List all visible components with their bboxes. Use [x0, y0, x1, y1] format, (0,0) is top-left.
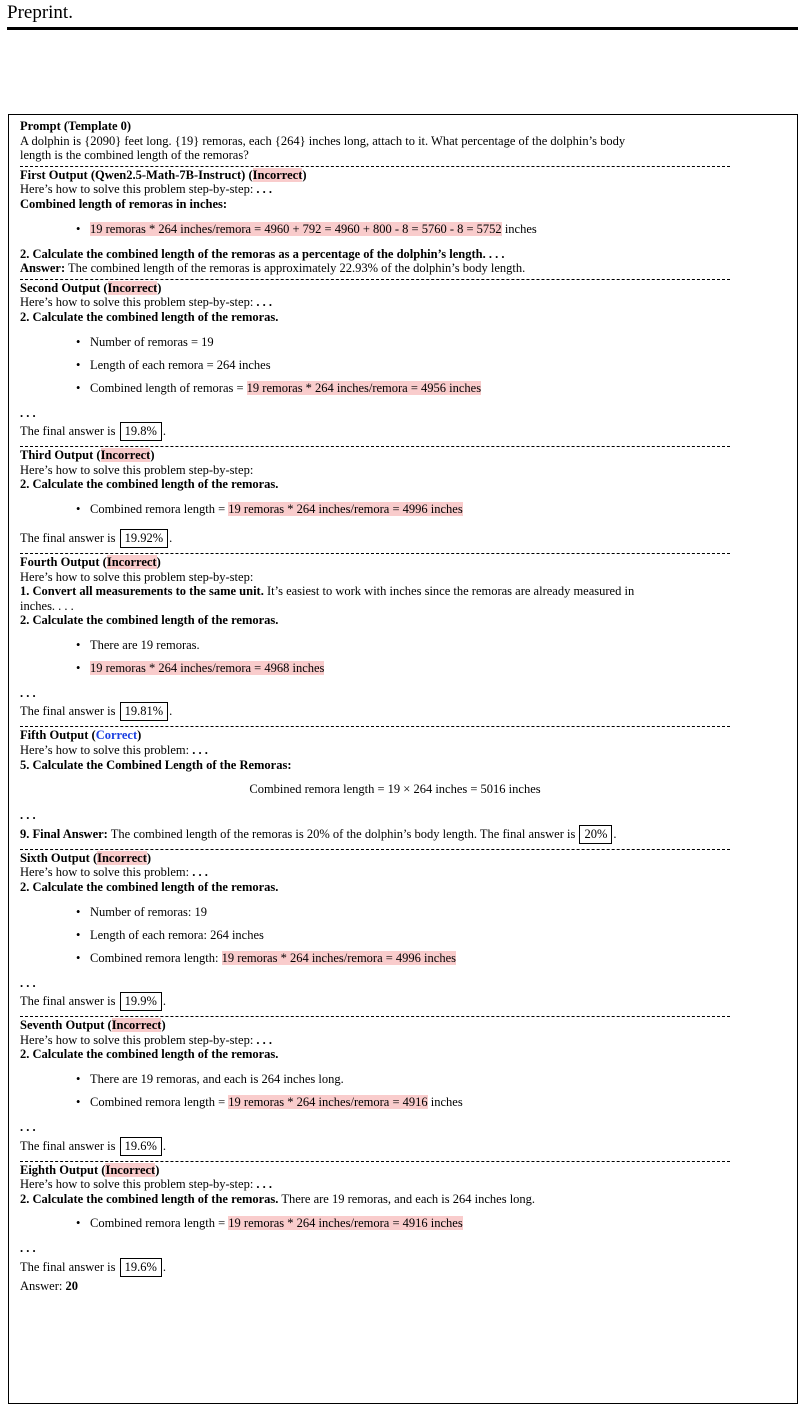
- output-step: 2. Calculate the combined length of the remoras.: [20, 613, 279, 628]
- list-item: • Length of each remora: 264 inches: [90, 924, 786, 947]
- header-rule: [7, 27, 798, 30]
- error-highlight: 19 remoras * 264 inches/remora = 4960 + 792 = 4960 + 800 - 8 = 5760 - 8 = 5752: [90, 221, 502, 236]
- final-answer-box: 19.6%: [120, 1258, 162, 1277]
- list-item: • 19 remoras * 264 inches/remora = 4960 + 792 = 4960 + 800 - 8 = 5760 - 8 = 5752 inches: [90, 218, 786, 241]
- output-5: Fifth Output (Correct) Here’s how to solve this problem: . . . 5. Calculate the Combined Length of the Remoras: Combined remora length = 19 × 264 inches = 5016 inches . . . 9. Final Answer: The combined length of the remoras is 20% of the dolphin’s body length. The final answer is 20% .: [20, 728, 786, 845]
- prompt-line-1: A dolphin is {2090} feet long. {19} remoras, each {264} inches long, attach to it. What percentage of the dolphin’s body: [20, 133, 626, 148]
- output-2: Second Output (Incorrect) Here’s how to solve this problem step-by-step: . . . 2. Calculate the combined length of the remoras. • Number of remoras = 19 • Length of each remora = 264 inches • Combined length of remoras = 19 remoras * 264 inches/remora = 4956 inches . . . The final answer is 19.8% .: [20, 281, 786, 443]
- bullet-list: [20, 901, 786, 970]
- error-highlight: 19 remoras * 264 inches/remora = 4916 inches: [228, 1216, 463, 1231]
- final-answer-box: 19.92%: [120, 529, 169, 548]
- step-continuation: inches. . . .: [20, 598, 74, 613]
- output-step: 5. Calculate the Combined Length of the Remoras:: [20, 757, 292, 772]
- final-answer-box: 19.81%: [120, 702, 169, 721]
- preprint-header: Preprint.: [7, 2, 73, 23]
- list-item: • Number of remoras: 19: [90, 901, 786, 924]
- output-title: First Output (Qwen2.5-Math-7B-Instruct) (Incorrect): [20, 167, 307, 182]
- final-answer-box: 19.8%: [120, 422, 162, 441]
- output-title: Third Output (Incorrect): [20, 448, 155, 463]
- error-highlight: 19 remoras * 264 inches/remora = 4996 inches: [221, 950, 456, 965]
- output-intro: Here’s how to solve this problem step-by-step:: [20, 1177, 254, 1192]
- output-intro: Here’s how to solve this problem step-by-step:: [20, 462, 254, 477]
- incorrect-label: Incorrect: [111, 1018, 162, 1033]
- ellipsis: . . .: [20, 405, 36, 420]
- output-intro: Here’s how to solve this problem:: [20, 743, 190, 758]
- list-item: [90, 657, 786, 680]
- ellipsis: . . .: [20, 685, 36, 700]
- ellipsis: . . .: [20, 1120, 36, 1134]
- incorrect-label: Incorrect: [107, 280, 158, 295]
- bullet-list: [20, 498, 786, 521]
- output-4: Fourth Output (Incorrect) Here’s how to solve this problem step-by-step: 1. Convert all measurements to the same unit. It’s easiest to work with inches since the remoras are already measured in inches. . . . 2. Calculate the combined length of the remoras. • There are 19 remoras. • 19 remoras * 264 inches/remora = 4968 inches . . . The final answer is 19.81% .: [20, 555, 786, 724]
- list-item: • Combined remora length = 19 remoras * 264 inches/remora = 4916 inches: [90, 1091, 786, 1114]
- correct-label: Correct: [95, 728, 138, 743]
- output-intro: Here’s how to solve this problem step-by-step:: [20, 1032, 254, 1047]
- answer-value: 20: [65, 1278, 78, 1293]
- output-title: Fifth Output (Correct): [20, 728, 142, 743]
- incorrect-label: Incorrect: [97, 850, 147, 865]
- incorrect-label: Incorrect: [105, 1162, 156, 1177]
- incorrect-label: Incorrect: [100, 448, 151, 463]
- list-item: • Combined remora length = 19 remoras * 264 inches/remora = 4916 inches: [90, 1212, 786, 1235]
- ellipsis: . . .: [20, 1241, 36, 1256]
- output-step: 2. Calculate the combined length of the remoras.: [20, 880, 279, 895]
- error-highlight: 19 remoras * 264 inches/remora = 4968 inches: [90, 660, 325, 675]
- output-3: Third Output (Incorrect) Here’s how to solve this problem step-by-step: 2. Calculate the combined length of the remoras. • Combined remora length = 19 remoras * 264 inches/remora = 4996 inches The final answer is 19.92% .: [20, 448, 786, 550]
- list-item: • Number of remoras = 19: [90, 331, 786, 354]
- output-intro: Here’s how to solve this problem step-by-step:: [20, 182, 254, 197]
- output-step: 2. Calculate the combined length of the remoras.: [20, 1047, 279, 1062]
- incorrect-label: Incorrect: [252, 167, 303, 182]
- output-step-2: 2. Calculate the combined length of the remoras as a percentage of the dolphin’s length. . . .: [20, 246, 505, 261]
- equation: Combined remora length = 19 × 264 inches = 5016 inches: [249, 782, 541, 797]
- output-title: Fourth Output (Incorrect): [20, 554, 161, 569]
- bullet-list: [20, 1212, 786, 1235]
- list-item: • There are 19 remoras.: [90, 634, 786, 657]
- output-intro: Here’s how to solve this problem step-by-step:: [20, 295, 254, 310]
- output-1: First Output (Qwen2.5-Math-7B-Instruct) (Incorrect) Here’s how to solve this problem step-by-step: . . . Combined length of remoras in inches: • 19 remoras * 264 inches/remora = 4960 + 792 = 4960 + 800 - 8 = 5760 - 8 = 5752 inches 2. Calculate the combined length of the remoras as a percentage of the dolphin’s length. . . . Answer: The combined length of the remoras is approximately 22.93% of the dolphin’s body length.: [20, 168, 786, 276]
- final-answer-box: 19.6%: [120, 1137, 162, 1156]
- prompt-title: Prompt (Template 0): [20, 119, 132, 133]
- bullet-list: [20, 1068, 786, 1114]
- output-step: 2. Calculate the combined length of the remoras.: [20, 477, 279, 492]
- example-box: [8, 114, 798, 1404]
- output-intro: Here’s how to solve this problem:: [20, 865, 190, 880]
- prompt-block: [20, 119, 786, 163]
- output-8: Eighth Output (Incorrect) Here’s how to solve this problem step-by-step: . . . 2. Calculate the combined length of the remoras. There are 19 remoras, and each is 264 inches long. • Combined remora length = 19 remoras * 264 inches/remora = 4916 inches . . . The final answer is 19.6% . Answer: 20: [20, 1163, 786, 1294]
- output-title: Second Output (Incorrect): [20, 280, 162, 295]
- output-title: Sixth Output (Incorrect): [20, 850, 152, 865]
- final-answer-box: 20%: [579, 825, 612, 844]
- output-6: Sixth Output (Incorrect) Here’s how to solve this problem: . . . 2. Calculate the combined length of the remoras. • Number of remoras: 19 • Length of each remora: 264 inches • Combined remora length: 19 remoras * 264 inches/remora = 4996 inches . . . The final answer is 19.9% .: [20, 851, 786, 1013]
- list-item: • There are 19 remoras, and each is 264 inches long.: [90, 1068, 786, 1091]
- output-step: 2. Calculate the combined length of the remoras.: [20, 309, 279, 324]
- error-highlight: 19 remoras * 264 inches/remora = 4916: [228, 1095, 428, 1109]
- error-highlight: 19 remoras * 264 inches/remora = 4956 inches: [246, 380, 482, 395]
- ellipsis: . . .: [20, 975, 36, 990]
- list-item: • Combined length of remoras = 19 remoras * 264 inches/remora = 4956 inches: [90, 377, 786, 400]
- final-answer-box: 19.9%: [120, 992, 162, 1011]
- list-item: • Combined remora length = 19 remoras * 264 inches/remora = 4996 inches: [90, 498, 786, 521]
- list-item: • Length of each remora = 264 inches: [90, 354, 786, 377]
- bullet-list: [20, 331, 786, 400]
- output-title: Seventh Output (Incorrect): [20, 1018, 166, 1033]
- prompt-line-2: length is the combined length of the remoras?: [20, 148, 249, 163]
- list-item: • Combined remora length: 19 remoras * 264 inches/remora = 4996 inches: [90, 947, 786, 970]
- ellipsis: . . .: [20, 808, 36, 823]
- output-step: Combined length of remoras in inches:: [20, 196, 228, 211]
- answer-text: The combined length of the remoras is approximately 22.93% of the dolphin’s body length.: [65, 261, 526, 276]
- output-intro: Here’s how to solve this problem step-by-step:: [20, 569, 254, 584]
- bullet-list: [20, 634, 786, 680]
- bullet-list: [20, 218, 786, 241]
- output-title: Eighth Output (Incorrect): [20, 1162, 160, 1177]
- answer-label: Answer:: [20, 1278, 66, 1293]
- output-7: Seventh Output (Incorrect) Here’s how to solve this problem step-by-step: . . . 2. Calculate the combined length of the remoras. • There are 19 remoras, and each is 264 inches long. • Combined remora length = 19 remoras * 264 inches/remora = 4916 inches . . . The final answer is 19.6% .: [20, 1018, 786, 1157]
- incorrect-label: Incorrect: [106, 554, 157, 569]
- error-highlight: 19 remoras * 264 inches/remora = 4996 inches: [228, 501, 463, 516]
